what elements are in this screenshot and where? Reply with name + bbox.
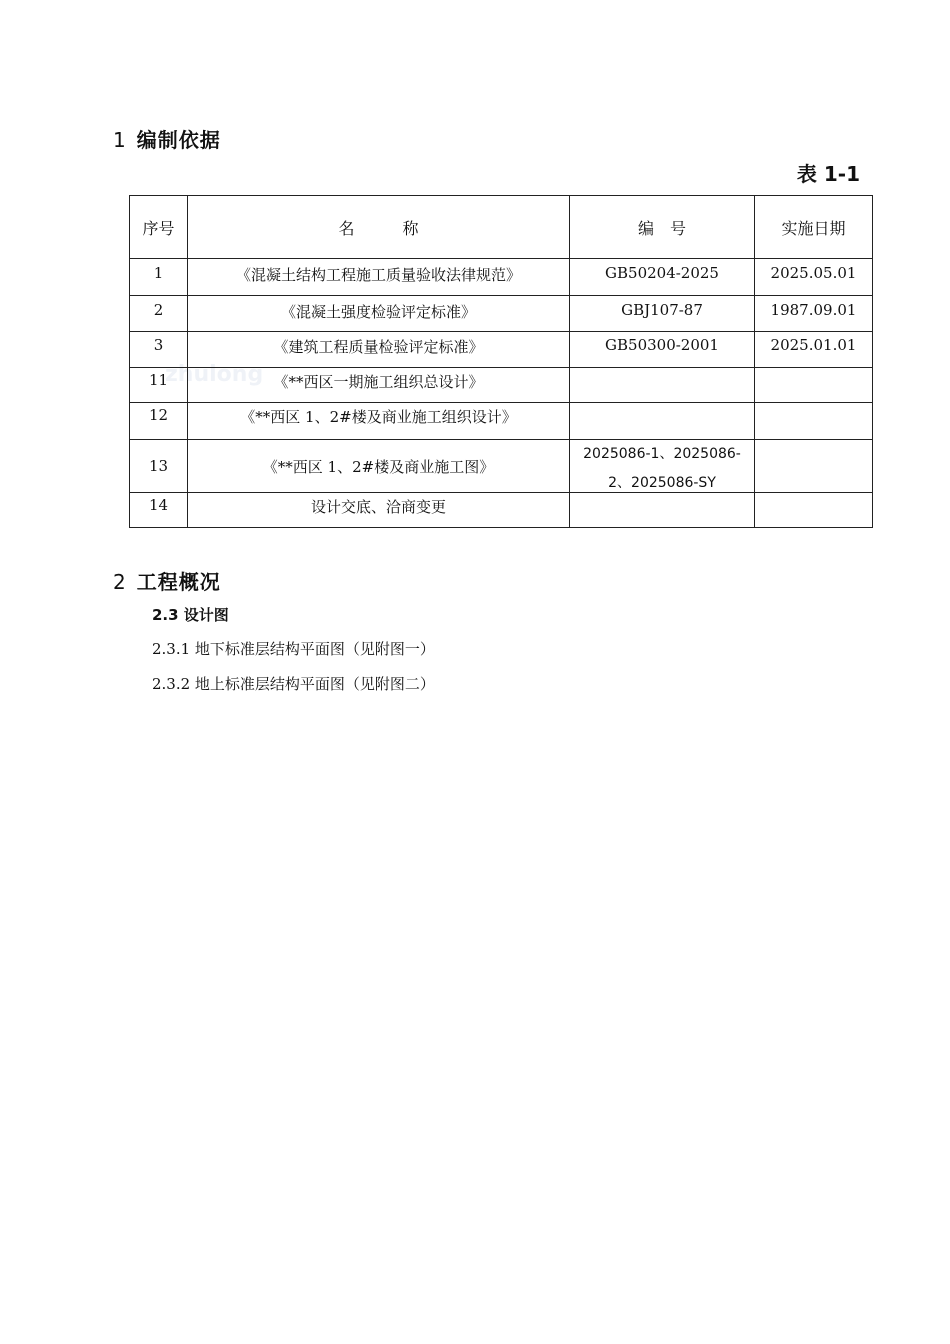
row-seq: 14 [130,493,188,528]
table-caption: 表 1-1 [796,162,860,186]
row-seq: 13 [130,440,188,493]
row-name: 设计交底、洽商变更 [188,493,570,528]
row-date: 1987.09.01 [755,296,873,332]
row-seq: 2 [130,296,188,332]
table-row [130,440,873,493]
header-seq: 序号 [130,196,188,259]
watermark: zhulong [165,362,264,387]
row-code: GB50204-2025 [570,259,755,296]
section-number: 1 [113,128,127,152]
row-code [570,403,755,440]
table-row [130,296,873,332]
row-seq: 11 [130,368,188,403]
reference-table [129,195,873,528]
paragraph: 2.3.2 地上标准层结构平面图（见附图二） [152,675,435,693]
header-name: 名 称 [188,196,570,259]
header-code: 编 号 [570,196,755,259]
row-seq: 3 [130,332,188,368]
row-code: GBJ107-87 [570,296,755,332]
paragraph: 2.3.1 地下标准层结构平面图（见附图一） [152,640,435,658]
section-title: 编制依据 [136,128,221,152]
table-row [130,368,873,403]
row-code [570,440,755,493]
header-date: 实施日期 [755,196,873,259]
section-2-heading [113,566,221,595]
section-number: 2 [113,570,127,594]
row-seq: 1 [130,259,188,296]
row-name: 《**西区 1、2#楼及商业施工图》 [188,440,570,493]
row-name: 《混凝土结构工程施工质量验收法律规范》 [188,259,570,296]
row-date [755,493,873,528]
row-date [755,403,873,440]
row-date [755,368,873,403]
row-code: GB50300-2001 [570,332,755,368]
table-row [130,493,873,528]
subsection-heading: 2.3 设计图 [152,606,229,624]
section-1-heading [113,124,221,153]
row-seq: 12 [130,403,188,440]
row-date: 2025.01.01 [755,332,873,368]
row-name: 《混凝土强度检验评定标准》 [188,296,570,332]
section-title: 工程概况 [136,570,221,594]
table-header-row [130,196,873,259]
row-name: 《**西区 1、2#楼及商业施工组织设计》 [188,403,570,440]
row-code-text: 2025086-1、2025086-2、2025086-SY [583,446,741,491]
row-code [570,368,755,403]
row-date: 2025.05.01 [755,259,873,296]
table-row [130,332,873,368]
row-code [570,493,755,528]
row-name: 《**西区一期施工组织总设计》 [188,368,570,403]
table-row [130,403,873,440]
row-name: 《建筑工程质量检验评定标准》 [188,332,570,368]
table-row [130,259,873,296]
row-date [755,440,873,493]
